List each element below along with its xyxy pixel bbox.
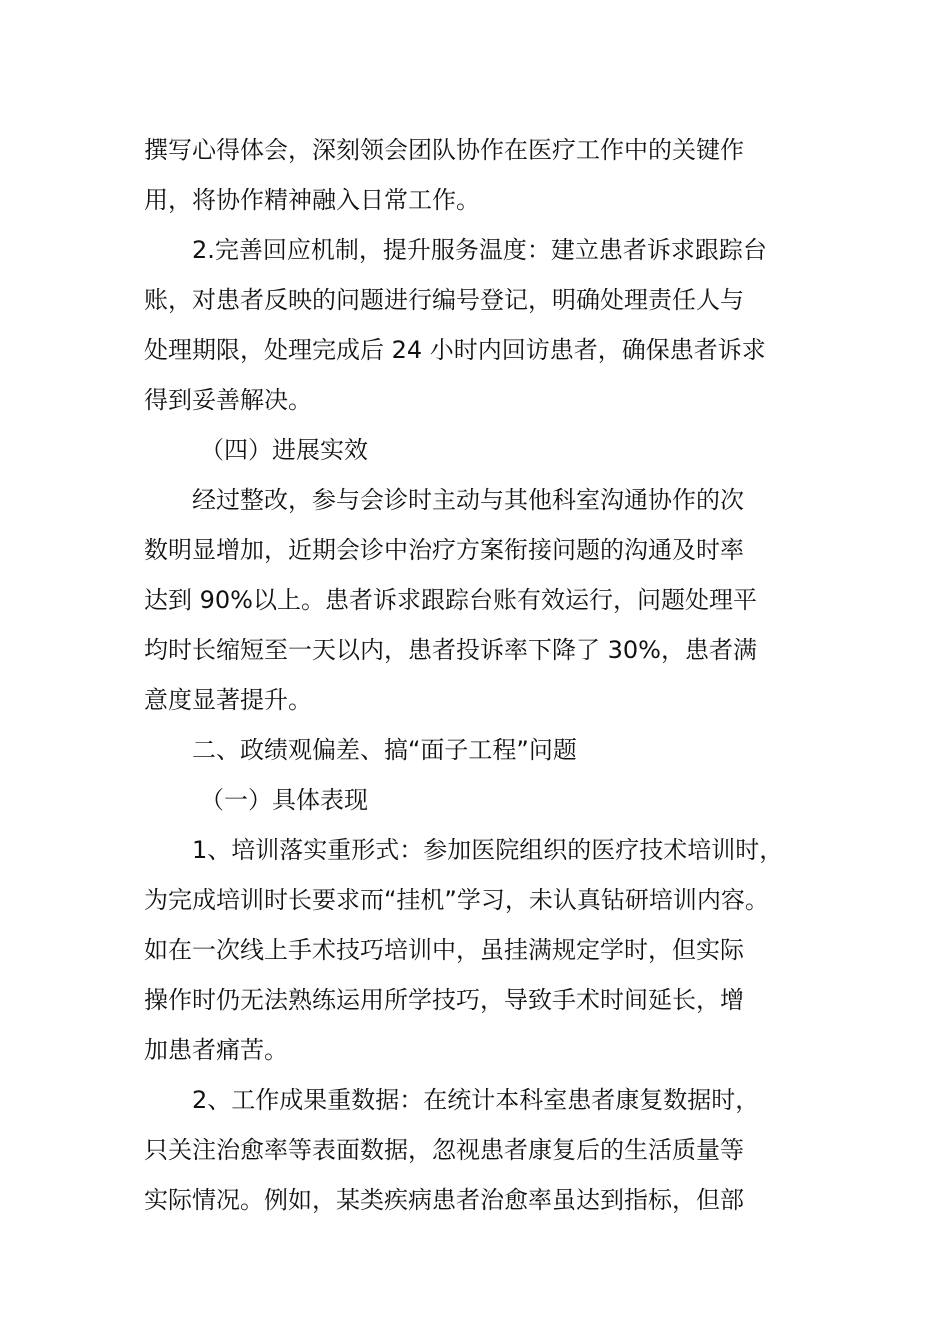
text-line: 2.完善回应机制，提升服务温度：建立患者诉求跟踪台	[192, 236, 767, 264]
heading-line: （四）进展实效	[200, 436, 368, 464]
text-line: 只关注治愈率等表面数据，忽视患者康复后的生活质量等	[144, 1136, 744, 1164]
text-line: 经过整改，参与会诊时主动与其他科室沟通协作的次	[192, 486, 744, 514]
text-line: 撰写心得体会，深刻领会团队协作在医疗工作中的关键作	[144, 136, 744, 164]
text-line: 1、培训落实重形式：参加医院组织的医疗技术培训时，	[192, 836, 784, 864]
section-heading-specific-manifestations	[144, 775, 816, 825]
text-line: 如在一次线上手术技巧培训中，虽挂满规定学时，但实际	[144, 936, 744, 964]
text-line: 数明显增加，近期会诊中治疗方案衔接问题的沟通及时率	[144, 536, 744, 564]
text-line: 账，对患者反映的问题进行编号登记，明确处理责任人与	[144, 286, 744, 314]
section-heading-performance-view	[144, 725, 816, 775]
paragraph-continuation	[144, 125, 816, 225]
heading-line: 二、政绩观偏差、搞“面子工程”问题	[192, 736, 577, 764]
paragraph-training-formality	[144, 825, 816, 1075]
text-line: 处理期限，处理完成后 24 小时内回访患者，确保患者诉求	[144, 336, 766, 364]
paragraph-progress-results	[144, 475, 816, 725]
text-line: 为完成培训时长要求而“挂机”学习，未认真钻研培训内容。	[144, 886, 769, 914]
text-line: 加患者痛苦。	[144, 1036, 288, 1064]
document-body	[144, 125, 816, 1225]
text-line: 实际情况。例如，某类疾病患者治愈率虽达到指标，但部	[144, 1186, 744, 1214]
text-line: 操作时仍无法熟练运用所学技巧，导致手术时间延长，增	[144, 986, 744, 1014]
paragraph-work-results-data	[144, 1075, 816, 1225]
text-line: 得到妥善解决。	[144, 386, 312, 414]
text-line: 均时长缩短至一天以内，患者投诉率下降了 30%，患者满	[144, 636, 757, 664]
section-heading-progress	[144, 425, 816, 475]
text-line: 达到 90%以上。患者诉求跟踪台账有效运行，问题处理平	[144, 586, 757, 614]
text-line: 意度显著提升。	[144, 686, 312, 714]
text-line: 2、工作成果重数据：在统计本科室患者康复数据时，	[192, 1086, 760, 1114]
paragraph-response-mechanism	[144, 225, 816, 425]
heading-line: （一）具体表现	[200, 786, 368, 814]
text-line: 用，将协作精神融入日常工作。	[144, 186, 480, 214]
